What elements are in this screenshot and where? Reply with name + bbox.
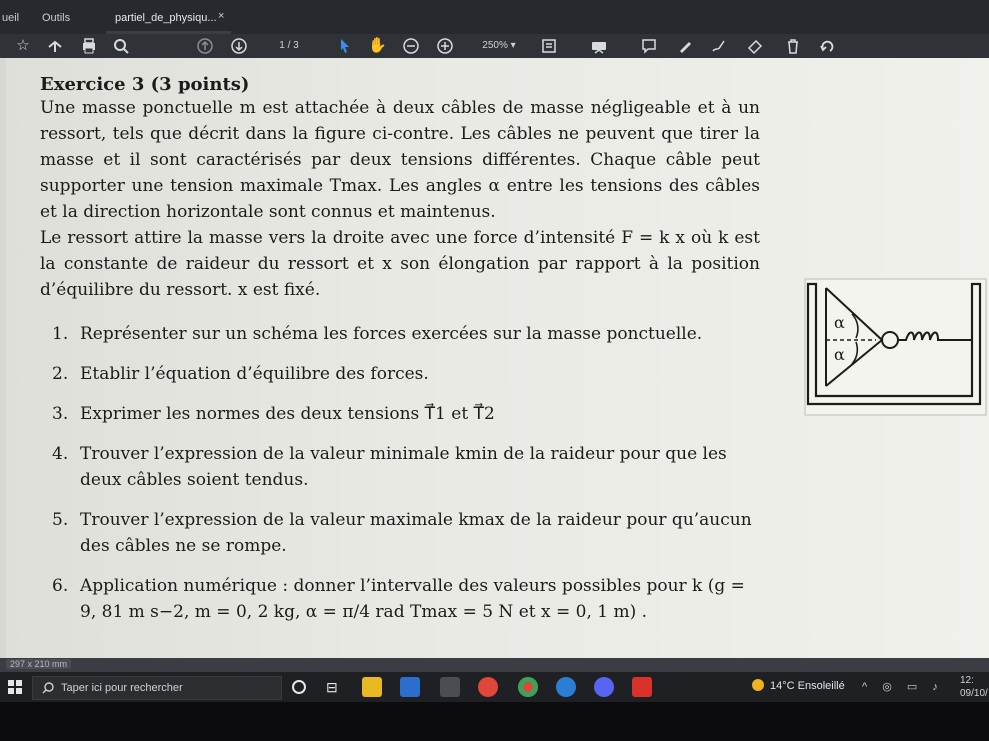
taskbar-clock[interactable] bbox=[960, 674, 988, 700]
windows-taskbar bbox=[0, 672, 989, 702]
keyboard-icon[interactable] bbox=[590, 37, 608, 55]
question-number: 5. bbox=[52, 510, 69, 530]
search-placeholder: Taper ici pour rechercher bbox=[61, 682, 183, 694]
file-explorer-icon[interactable] bbox=[362, 677, 382, 697]
page-indicator[interactable] bbox=[256, 38, 322, 54]
star-icon[interactable]: ☆ bbox=[16, 37, 30, 54]
print-icon[interactable] bbox=[80, 37, 98, 55]
highlight-pen-icon[interactable] bbox=[676, 37, 694, 55]
trash-icon[interactable] bbox=[784, 37, 802, 55]
question-text: Trouver l’expression de la valeur maximale kmax de la raideur pour qu’aucun des câbles ne se rompe. bbox=[80, 510, 752, 556]
tab-accueil[interactable]: ueil bbox=[2, 12, 20, 24]
question-1 bbox=[40, 321, 760, 347]
exercise-heading: Exercice 3 (3 points) bbox=[40, 74, 250, 95]
search-icon bbox=[41, 681, 55, 695]
page-size-label: 297 x 210 mm bbox=[6, 659, 71, 669]
screen-bezel bbox=[0, 702, 989, 741]
windows-start-icon[interactable] bbox=[8, 680, 22, 694]
question-number: 3. bbox=[52, 404, 69, 424]
current-page[interactable]: 1 bbox=[279, 40, 285, 51]
document-text bbox=[40, 74, 760, 625]
comment-icon[interactable] bbox=[640, 37, 658, 55]
question-2 bbox=[40, 361, 760, 387]
alpha-bottom-label: α bbox=[834, 345, 845, 364]
zoom-value: 250% bbox=[482, 40, 508, 51]
fit-page-icon[interactable] bbox=[540, 37, 558, 55]
pdf-toolbar bbox=[0, 34, 989, 58]
weather-text: 14°C Ensoleillé bbox=[770, 680, 845, 692]
taskbar-search-box[interactable] bbox=[32, 676, 282, 700]
eye-app-icon[interactable] bbox=[556, 677, 576, 697]
system-tray-icons[interactable]: ^ ◎ ▭ ♪ bbox=[862, 681, 944, 693]
zoom-select[interactable]: 250% ▾ bbox=[482, 40, 516, 51]
question-number: 2. bbox=[52, 364, 69, 384]
tab-document[interactable]: partiel_de_physiqu... bbox=[115, 12, 217, 24]
status-bar bbox=[0, 658, 989, 672]
document-viewport[interactable] bbox=[0, 58, 989, 658]
question-number: 6. bbox=[52, 576, 69, 596]
page-up-icon[interactable] bbox=[196, 37, 214, 55]
question-text: Etablir l’équation d’équilibre des forces. bbox=[80, 364, 429, 384]
sun-icon bbox=[752, 679, 764, 691]
hand-tool-icon[interactable]: ✋ bbox=[368, 37, 387, 54]
draw-icon[interactable] bbox=[710, 37, 728, 55]
spring-cable-figure bbox=[804, 278, 987, 416]
question-number: 4. bbox=[52, 444, 69, 464]
clock-date: 09/10/ bbox=[960, 688, 988, 699]
question-number: 1. bbox=[52, 324, 69, 344]
chrome-profile-icon[interactable] bbox=[518, 677, 538, 697]
undo-icon[interactable] bbox=[818, 37, 836, 55]
discord-icon[interactable] bbox=[594, 677, 614, 697]
zoom-out-icon[interactable] bbox=[402, 37, 420, 55]
tab-bar bbox=[0, 0, 989, 34]
question-text: Trouver l’expression de la valeur minimale kmin de la raideur pour que les deux câbles soient tendus. bbox=[80, 444, 727, 490]
weather-widget[interactable] bbox=[752, 679, 845, 692]
alpha-top-label: α bbox=[834, 313, 845, 332]
intro-paragraph: Une masse ponctuelle m est attachée à deux câbles de masse négligeable et à un ressort, tels que décrit dans la figure ci-contre. Les câbles ne peuvent que tirer la masse et il sont caractérisés par deux tensions différentes. Chaque câble peut supporter une tension maximale Tmax. Les angles α entre les tensions des câbles et la direction horizontale sont connus et maintenus. bbox=[40, 98, 760, 222]
question-text: Exprimer les normes des deux tensions T⃗1 et T⃗2 bbox=[80, 404, 495, 424]
chrome-icon[interactable] bbox=[478, 677, 498, 697]
question-5 bbox=[40, 507, 760, 559]
cortana-icon[interactable] bbox=[292, 680, 306, 694]
zoom-in-icon[interactable] bbox=[436, 37, 454, 55]
question-text: Représenter sur un schéma les forces exercées sur la masse ponctuelle. bbox=[80, 324, 703, 344]
task-view-icon[interactable]: ⊟ bbox=[326, 679, 338, 695]
share-icon[interactable] bbox=[46, 37, 64, 55]
pdf-page bbox=[6, 58, 989, 658]
spring-paragraph: Le ressort attire la masse vers la droite avec une force d’intensité F = k x où k est la constante de raideur du ressort et x son élongation par rapport à la position d’équilibre du ressort. x est fixé. bbox=[40, 228, 760, 300]
store-icon[interactable] bbox=[440, 677, 460, 697]
clock-time: 12: bbox=[960, 675, 974, 686]
mail-icon[interactable] bbox=[400, 677, 420, 697]
search-icon[interactable] bbox=[112, 37, 130, 55]
close-tab-icon[interactable]: × bbox=[218, 10, 225, 22]
pdf-reader-icon[interactable] bbox=[632, 677, 652, 697]
total-pages: / 3 bbox=[287, 40, 299, 51]
question-3 bbox=[40, 401, 760, 427]
select-cursor-icon[interactable] bbox=[336, 37, 354, 55]
page-down-icon[interactable] bbox=[230, 37, 248, 55]
eraser-icon[interactable] bbox=[746, 37, 764, 55]
tab-outils[interactable]: Outils bbox=[42, 12, 71, 24]
question-text: Application numérique : donner l’intervalle des valeurs possibles pour k (g = 9, 81 m s−2, m = 0, 2 kg, α = π/4 rad Tmax = 5 N et x = 0, 1 m) . bbox=[80, 576, 745, 622]
question-6 bbox=[40, 573, 760, 625]
question-4 bbox=[40, 441, 760, 493]
